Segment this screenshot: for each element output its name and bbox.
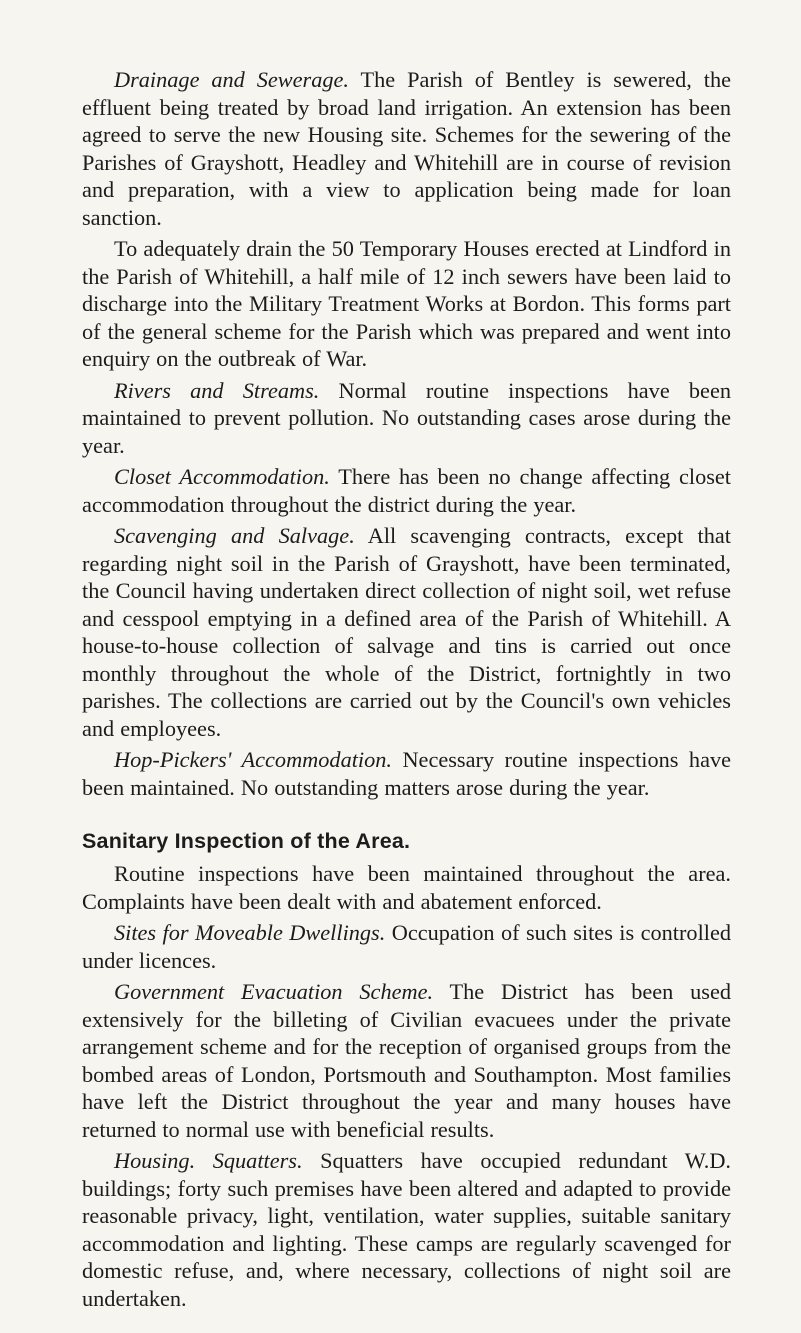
paragraph-text: To adequately drain the 50 Temporary Houses erected at Lindford in the Parish of Whitehill, a half mile of 12 inch sewers have been laid to discharge into the Military Treatment Works at Bordon. This forms part of the general scheme for the Parish which was prepared and went into enquiry on the outbreak of War. (82, 236, 731, 371)
paragraph-text: There has been no change affecting closet accommodation throughout the district during the year. (82, 464, 731, 517)
paragraph-rivers (82, 377, 731, 460)
section-heading: Sanitary Inspection of the Area. (82, 829, 411, 853)
paragraph-text: Routine inspections have been maintained throughout the area. Complaints have been dealt with and abatement enforced. (82, 861, 731, 914)
paragraph-text: The Parish of Bentley is sewered, the effluent being treated by broad land irrigation. An extension has been agreed to serve the new Housing site. Schemes for the sewering of the Parishes of Grayshott, Headley and Whitehill are in course of revision and preparation, with a view to application being made for loan sanction. (82, 67, 731, 230)
paragraph-text: Occupation of such sites is controlled under licences. (82, 920, 732, 973)
paragraph-lead: Hop-Pickers' Accommodation. (114, 747, 392, 772)
sanitary-inspection-section (82, 829, 731, 1312)
paragraph-temporary-houses (82, 235, 731, 373)
paragraph-lead: Sites for Moveable Dwellings. (114, 920, 386, 945)
paragraph-lead: Housing. Squatters. (114, 1148, 303, 1173)
paragraph-routine (82, 860, 731, 915)
paragraph-scavenging (82, 522, 731, 742)
paragraph-lead: Government Evacuation Scheme. (114, 979, 434, 1004)
paragraph-evacuation (82, 978, 731, 1143)
paragraph-lead: Closet Accommodation. (114, 464, 330, 489)
paragraph-housing-squatters (82, 1147, 731, 1312)
paragraph-text: All scavenging contracts, except that regarding night soil in the Parish of Grayshott, have been terminated, the Council having undertaken direct collection of night soil, wet refuse and cesspool emptying in a defined area of the Parish of Whitehill. A house-to-house collection of salvage and tins is carried out once monthly throughout the whole of the District, fortnightly in two parishes. The collections are carried out by the Council's own vehicles and employees. (82, 523, 731, 741)
paragraph-text: Squatters have occupied redundant W.D. buildings; forty such premises have been altered and adapted to provide reasonable privacy, light, ventilation, water supplies, suitable sanitary accommodation and lighting. These camps are regularly scavenged for domestic refuse, and, where necessary, collections of night soil are undertaken. (82, 1148, 731, 1311)
paragraph-lead: Drainage and Sewerage. (114, 67, 349, 92)
paragraph-closet (82, 463, 731, 518)
paragraph-text: Necessary routine inspections have been maintained. No outstanding matters arose during the year. (82, 747, 732, 800)
drainage-section (82, 66, 731, 801)
paragraph-moveable-dwellings (82, 919, 731, 974)
paragraph-lead: Scavenging and Salvage. (114, 523, 355, 548)
paragraph-hop-pickers (82, 746, 731, 801)
paragraph-text: Normal routine inspections have been maintained to prevent pollution. No outstanding cases arose during the year. (82, 377, 731, 458)
paragraph-drainage (82, 66, 731, 231)
paragraph-text: The District has been used extensively for the billeting of Civilian evacuees under the private arrangement scheme and for the reception of organised groups from the bombed areas of London, Portsmouth and Southampton. Most families have left the District throughout the year and many houses have returned to normal use with beneficial results. (82, 979, 731, 1142)
paragraph-lead: Rivers and Streams. (114, 377, 320, 403)
